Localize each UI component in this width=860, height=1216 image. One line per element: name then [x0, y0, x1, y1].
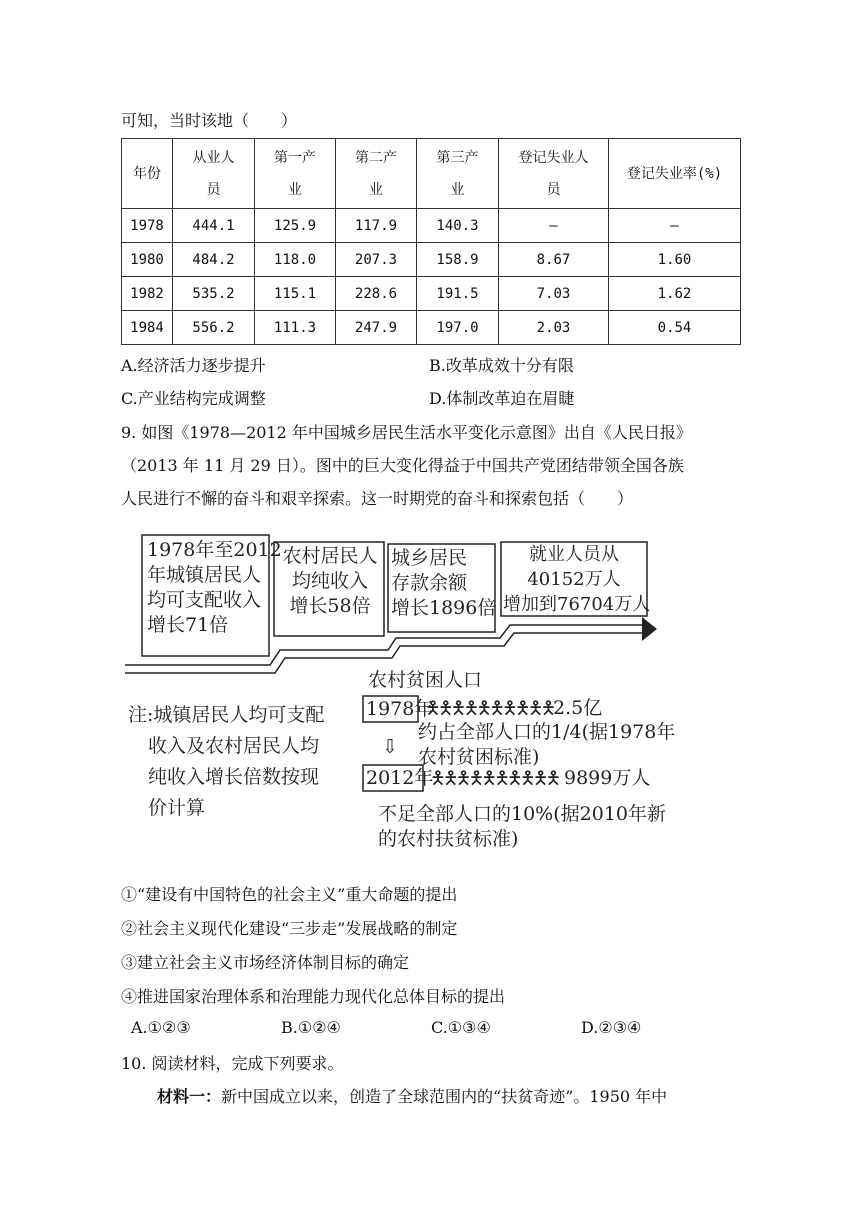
header-unemployment-rate: 登记失业率(%) — [609, 139, 741, 209]
person-icon: 🯅🯅🯅🯅🯅🯅🯅🯅🯅🯅 — [430, 768, 559, 789]
statement-1: ①“建设有中国特色的社会主义”重大命题的提出 — [121, 885, 458, 904]
header-tertiary: 第三产 业 — [417, 139, 499, 209]
box3-text: 城乡居民 存款余额 增长1896倍 — [391, 547, 497, 619]
table-cell: 118.0 — [255, 243, 336, 277]
table-row — [122, 209, 741, 243]
side-note: 注:城镇居民人均可支配 收入及农村居民人均 纯收入增长倍数按现 价计算 — [128, 704, 325, 819]
table-cell: 0.54 — [609, 311, 741, 345]
year-2012-label: 2012年 — [366, 767, 434, 789]
table-cell: 444.1 — [173, 209, 255, 243]
table-cell: 535.2 — [173, 277, 255, 311]
q9-option-b[interactable]: B.①②④ — [281, 1018, 341, 1037]
q8-option-d[interactable]: D.体制改革迫在眉睫 — [429, 389, 575, 408]
table-cell: 1980 — [122, 243, 173, 277]
table-cell: 7.03 — [499, 277, 609, 311]
box1-text: 1978年至2012 年城镇居民人 均可支配收入 增长71倍 — [147, 539, 282, 636]
year-1978-label: 1978年 — [366, 698, 434, 720]
person-icon: 🯅🯅🯅🯅🯅🯅🯅🯅🯅🯅 — [425, 698, 554, 719]
table-row — [122, 311, 741, 345]
table-cell: 111.3 — [255, 311, 336, 345]
header-primary: 第一产 业 — [255, 139, 336, 209]
table-cell: 2.03 — [499, 311, 609, 345]
header-employed: 从业人 员 — [173, 139, 255, 209]
material1-text: 新中国成立以来，创造了全球范围内的“扶贫奇迹”。1950 年中 — [221, 1087, 668, 1106]
table-cell: 207.3 — [336, 243, 417, 277]
table-cell: 1978 — [122, 209, 173, 243]
q9-stem-line-2: （2013 年 11 月 29 日）。图中的巨大变化得益于中国共产党团结带领全国各族 — [121, 456, 684, 475]
table-cell: — — [609, 209, 741, 243]
employment-table — [121, 138, 741, 345]
table-cell: 8.67 — [499, 243, 609, 277]
q8-option-b[interactable]: B.改革成效十分有限 — [429, 356, 574, 375]
table-header-row — [122, 139, 741, 209]
q9-option-c[interactable]: C.①③④ — [431, 1018, 491, 1037]
statement-2: ②社会主义现代化建设“三步走”发展战略的制定 — [121, 919, 458, 938]
note-1978: 约占全部人口的1/4(据1978年 农村贫困标准) — [418, 721, 676, 768]
q9-option-a[interactable]: A.①②③ — [131, 1018, 191, 1037]
material1-line — [157, 1084, 667, 1107]
statement-4: ④推进国家治理体系和治理能力现代化总体目标的提出 — [121, 987, 506, 1006]
intro-line: 可知，当时该地（ ） — [121, 111, 298, 130]
material1-label: 材料一： — [157, 1087, 222, 1106]
table-cell: 125.9 — [255, 209, 336, 243]
q8-option-a[interactable]: A.经济活力逐步提升 — [121, 356, 266, 375]
table-cell: 191.5 — [417, 277, 499, 311]
header-secondary: 第二产 业 — [336, 139, 417, 209]
table-cell: 117.9 — [336, 209, 417, 243]
down-arrow-icon: ⇩ — [382, 736, 398, 758]
table-cell: 140.3 — [417, 209, 499, 243]
q8-option-c[interactable]: C.产业结构完成调整 — [121, 389, 266, 408]
table-cell: 1.62 — [609, 277, 741, 311]
table-cell: 115.1 — [255, 277, 336, 311]
q9-stem-line-1: 9. 如图《1978—2012 年中国城乡居民生活水平变化示意图》出自《人民日报》 — [121, 423, 692, 442]
table-cell: — — [499, 209, 609, 243]
value-1978: 2.5亿 — [553, 697, 603, 719]
table-cell: 484.2 — [173, 243, 255, 277]
table-cell: 1984 — [122, 311, 173, 345]
q9-option-d[interactable]: D.②③④ — [581, 1018, 642, 1037]
living-standard-diagram — [120, 530, 676, 860]
header-year: 年份 — [122, 139, 173, 209]
poverty-title: 农村贫困人口 — [368, 669, 483, 691]
q10-stem: 10. 阅读材料，完成下列要求。 — [121, 1054, 344, 1073]
table-row — [122, 277, 741, 311]
q9-stem-line-3: 人民进行不懈的奋斗和艰辛探索。这一时期党的奋斗和探索包括（ ） — [121, 489, 634, 508]
box2-text: 农村居民人 均纯收入 增长58倍 — [282, 545, 378, 617]
statement-3: ③建立社会主义市场经济体制目标的确定 — [121, 953, 410, 972]
table-row — [122, 243, 741, 277]
box4-text: 就业人员从 40152万人 增加到76704万人 — [503, 544, 651, 615]
table-cell: 1982 — [122, 277, 173, 311]
table-cell: 158.9 — [417, 243, 499, 277]
table-cell: 228.6 — [336, 277, 417, 311]
people-row-1978 — [425, 696, 553, 721]
note-2012: 不足全部人口的10%(据2010年新 的农村扶贫标准) — [378, 803, 666, 850]
table-cell: 247.9 — [336, 311, 417, 345]
table-cell: 556.2 — [173, 311, 255, 345]
value-2012: 9899万人 — [564, 767, 651, 789]
people-row-2012 — [430, 766, 558, 791]
table-cell: 1.60 — [609, 243, 741, 277]
header-unemployed: 登记失业人 员 — [499, 139, 609, 209]
table-cell: 197.0 — [417, 311, 499, 345]
